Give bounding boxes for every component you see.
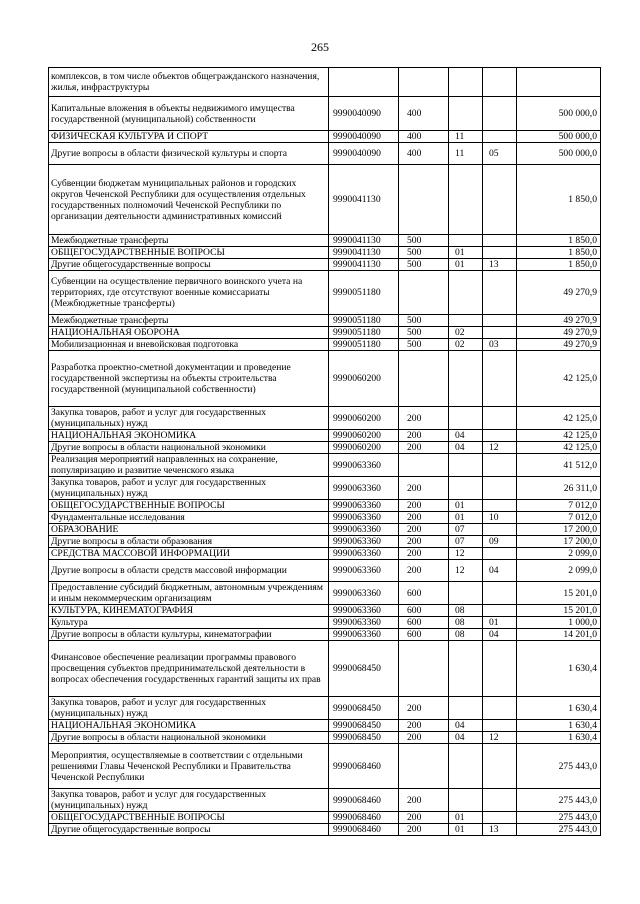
section-cell: 07 [449, 536, 483, 548]
section-cell: 01 [449, 512, 483, 524]
expense-type-cell: 500 [399, 259, 449, 271]
expense-type-cell: 200 [399, 407, 449, 430]
expense-type-cell [399, 271, 449, 315]
table-row [49, 327, 601, 339]
target-article-cell: 9990063360 [329, 560, 399, 582]
expense-type-cell: 600 [399, 582, 449, 605]
table-row [49, 430, 601, 442]
expense-type-cell: 500 [399, 247, 449, 259]
section-cell [449, 235, 483, 247]
row-name-cell: Предоставление субсидий бюджетным, автономным учреждениям и иным некоммерческим организациям [49, 582, 329, 605]
subsection-cell [483, 271, 517, 315]
section-cell: 12 [449, 548, 483, 560]
amount-cell: 500 000,0 [517, 131, 601, 143]
row-name-cell: Другие вопросы в области образования [49, 536, 329, 548]
subsection-cell [483, 351, 517, 407]
subsection-cell: 04 [483, 560, 517, 582]
amount-cell: 17 200,0 [517, 524, 601, 536]
amount-cell: 1 000,0 [517, 617, 601, 629]
target-article-cell: 9990063360 [329, 605, 399, 617]
subsection-cell [483, 641, 517, 697]
subsection-cell: 04 [483, 629, 517, 641]
expense-type-cell: 500 [399, 327, 449, 339]
budget-table [48, 67, 601, 836]
amount-cell: 1 850,0 [517, 235, 601, 247]
table-row [49, 235, 601, 247]
expense-type-cell [399, 641, 449, 697]
section-cell: 12 [449, 560, 483, 582]
amount-cell: 7 012,0 [517, 500, 601, 512]
target-article-cell: 9990068450 [329, 720, 399, 732]
subsection-cell: 01 [483, 617, 517, 629]
expense-type-cell [399, 454, 449, 477]
subsection-cell [483, 454, 517, 477]
section-cell: 08 [449, 629, 483, 641]
amount-cell: 26 311,0 [517, 477, 601, 500]
target-article-cell: 9990041130 [329, 235, 399, 247]
subsection-cell [483, 605, 517, 617]
target-article-cell: 9990063360 [329, 617, 399, 629]
target-article-cell: 9990068450 [329, 732, 399, 744]
row-name-cell: СРЕДСТВА МАССОВОЙ ИНФОРМАЦИИ [49, 548, 329, 560]
amount-cell: 42 125,0 [517, 351, 601, 407]
expense-type-cell: 600 [399, 617, 449, 629]
section-cell: 02 [449, 339, 483, 351]
amount-cell: 1 850,0 [517, 259, 601, 271]
expense-type-cell: 200 [399, 560, 449, 582]
target-article-cell: 9990051180 [329, 315, 399, 327]
row-name-cell: Закупка товаров, работ и услуг для государственных (муниципальных) нужд [49, 477, 329, 500]
subsection-cell [483, 407, 517, 430]
target-article-cell: 9990051180 [329, 339, 399, 351]
target-article-cell: 9990063360 [329, 548, 399, 560]
expense-type-cell: 200 [399, 824, 449, 836]
table-row [49, 68, 601, 97]
subsection-cell: 12 [483, 732, 517, 744]
amount-cell: 49 270,9 [517, 327, 601, 339]
expense-type-cell [399, 744, 449, 789]
table-row [49, 407, 601, 430]
amount-cell: 275 443,0 [517, 789, 601, 812]
row-name-cell: Разработка проектно-сметной документации и проведение государственной экспертизы на объекты строительства государственной (муниципальной собственности) [49, 351, 329, 407]
row-name-cell: Межбюджетные трансферты [49, 315, 329, 327]
table-row [49, 744, 601, 789]
section-cell [449, 582, 483, 605]
section-cell: 04 [449, 442, 483, 454]
row-name-cell: Закупка товаров, работ и услуг для государственных (муниципальных) нужд [49, 697, 329, 720]
expense-type-cell: 200 [399, 524, 449, 536]
expense-type-cell: 200 [399, 500, 449, 512]
subsection-cell [483, 131, 517, 143]
table-row [49, 824, 601, 836]
amount-cell: 42 125,0 [517, 442, 601, 454]
table-row [49, 720, 601, 732]
subsection-cell [483, 697, 517, 720]
amount-cell: 7 012,0 [517, 512, 601, 524]
row-name-cell: НАЦИОНАЛЬНАЯ ОБОРОНА [49, 327, 329, 339]
expense-type-cell: 600 [399, 605, 449, 617]
subsection-cell [483, 812, 517, 824]
amount-cell: 2 099,0 [517, 560, 601, 582]
subsection-cell: 05 [483, 143, 517, 165]
expense-type-cell: 200 [399, 536, 449, 548]
row-name-cell: Другие вопросы в области средств массовой информации [49, 560, 329, 582]
target-article-cell: 9990063360 [329, 477, 399, 500]
amount-cell: 500 000,0 [517, 97, 601, 131]
expense-type-cell [399, 351, 449, 407]
table-row [49, 339, 601, 351]
subsection-cell: 13 [483, 824, 517, 836]
section-cell [449, 97, 483, 131]
subsection-cell [483, 524, 517, 536]
amount-cell: 49 270,9 [517, 315, 601, 327]
section-cell [449, 407, 483, 430]
section-cell: 01 [449, 812, 483, 824]
table-row [49, 315, 601, 327]
amount-cell: 500 000,0 [517, 143, 601, 165]
expense-type-cell: 200 [399, 442, 449, 454]
amount-cell: 15 201,0 [517, 605, 601, 617]
target-article-cell: 9990068460 [329, 824, 399, 836]
row-name-cell: ОБРАЗОВАНИЕ [49, 524, 329, 536]
expense-type-cell [399, 165, 449, 235]
row-name-cell: ОБЩЕГОСУДАРСТВЕННЫЕ ВОПРОСЫ [49, 247, 329, 259]
amount-cell: 275 443,0 [517, 812, 601, 824]
table-row [49, 605, 601, 617]
amount-cell: 15 201,0 [517, 582, 601, 605]
amount-cell: 1 630,4 [517, 732, 601, 744]
amount-cell: 275 443,0 [517, 824, 601, 836]
row-name-cell: Другие вопросы в области национальной экономики [49, 732, 329, 744]
target-article-cell: 9990041130 [329, 165, 399, 235]
section-cell [449, 744, 483, 789]
table-row [49, 97, 601, 131]
expense-type-cell: 200 [399, 720, 449, 732]
section-cell [449, 454, 483, 477]
row-name-cell: ОБЩЕГОСУДАРСТВЕННЫЕ ВОПРОСЫ [49, 500, 329, 512]
expense-type-cell: 200 [399, 477, 449, 500]
target-article-cell: 9990063360 [329, 629, 399, 641]
row-name-cell: Другие вопросы в области физической культуры и спорта [49, 143, 329, 165]
section-cell: 01 [449, 247, 483, 259]
amount-cell: 14 201,0 [517, 629, 601, 641]
amount-cell: 42 125,0 [517, 407, 601, 430]
expense-type-cell: 400 [399, 143, 449, 165]
expense-type-cell: 200 [399, 512, 449, 524]
section-cell [449, 641, 483, 697]
table-row [49, 512, 601, 524]
subsection-cell [483, 68, 517, 97]
subsection-cell [483, 720, 517, 732]
row-name-cell: Мероприятия, осуществляемые в соответствии с отдельными решениями Главы Чеченской Республики и Правительства Чеченской Республики [49, 744, 329, 789]
target-article-cell: 9990060200 [329, 430, 399, 442]
table-row [49, 789, 601, 812]
table-row [49, 524, 601, 536]
amount-cell: 1 630,4 [517, 641, 601, 697]
expense-type-cell: 500 [399, 235, 449, 247]
row-name-cell: комплексов, в том числе объектов общегражданского назначения, жилья, инфраструктуры [49, 68, 329, 97]
target-article-cell: 9990040090 [329, 97, 399, 131]
section-cell: 08 [449, 617, 483, 629]
amount-cell: 1 630,4 [517, 720, 601, 732]
subsection-cell [483, 97, 517, 131]
subsection-cell: 10 [483, 512, 517, 524]
target-article-cell: 9990051180 [329, 327, 399, 339]
table-row [49, 454, 601, 477]
row-name-cell: Субвенции на осуществление первичного воинского учета на территориях, где отсутствуют военные комиссариаты (Межбюджетные трансферты) [49, 271, 329, 315]
section-cell: 02 [449, 327, 483, 339]
table-row [49, 477, 601, 500]
row-name-cell: Межбюджетные трансферты [49, 235, 329, 247]
subsection-cell [483, 500, 517, 512]
amount-cell: 17 200,0 [517, 536, 601, 548]
amount-cell: 1 850,0 [517, 247, 601, 259]
amount-cell: 49 270,9 [517, 271, 601, 315]
section-cell: 11 [449, 143, 483, 165]
table-row [49, 560, 601, 582]
row-name-cell: Мобилизационная и вневойсковая подготовка [49, 339, 329, 351]
target-article-cell: 9990063360 [329, 512, 399, 524]
subsection-cell: 12 [483, 442, 517, 454]
section-cell [449, 271, 483, 315]
table-row [49, 641, 601, 697]
target-article-cell [329, 68, 399, 97]
target-article-cell: 9990060200 [329, 351, 399, 407]
table-row [49, 500, 601, 512]
table-row [49, 259, 601, 271]
row-name-cell: ФИЗИЧЕСКАЯ КУЛЬТУРА И СПОРТ [49, 131, 329, 143]
page-number: 265 [311, 40, 329, 54]
section-cell [449, 477, 483, 500]
target-article-cell: 9990040090 [329, 131, 399, 143]
subsection-cell [483, 327, 517, 339]
row-name-cell: НАЦИОНАЛЬНАЯ ЭКОНОМИКА [49, 430, 329, 442]
subsection-cell [483, 477, 517, 500]
row-name-cell: Фундаментальные исследования [49, 512, 329, 524]
target-article-cell: 9990051180 [329, 271, 399, 315]
amount-cell: 49 270,9 [517, 339, 601, 351]
table-row [49, 617, 601, 629]
table-row [49, 536, 601, 548]
expense-type-cell: 200 [399, 812, 449, 824]
row-name-cell: Закупка товаров, работ и услуг для государственных (муниципальных) нужд [49, 789, 329, 812]
section-cell: 07 [449, 524, 483, 536]
section-cell: 04 [449, 732, 483, 744]
row-name-cell: Реализация мероприятий направленных на сохранение, популяризацию и развитие чеченского языка [49, 454, 329, 477]
section-cell: 04 [449, 430, 483, 442]
section-cell: 11 [449, 131, 483, 143]
table-row [49, 582, 601, 605]
amount-cell: 1 630,4 [517, 697, 601, 720]
row-name-cell: Другие вопросы в области культуры, кинематографии [49, 629, 329, 641]
table-row [49, 732, 601, 744]
expense-type-cell: 200 [399, 697, 449, 720]
section-cell [449, 697, 483, 720]
subsection-cell [483, 247, 517, 259]
table-row [49, 548, 601, 560]
expense-type-cell [399, 68, 449, 97]
section-cell [449, 68, 483, 97]
table-row [49, 629, 601, 641]
expense-type-cell: 200 [399, 548, 449, 560]
target-article-cell: 9990068460 [329, 812, 399, 824]
target-article-cell: 9990060200 [329, 407, 399, 430]
table-row [49, 271, 601, 315]
expense-type-cell: 500 [399, 339, 449, 351]
subsection-cell: 03 [483, 339, 517, 351]
amount-cell: 41 512,0 [517, 454, 601, 477]
amount-cell: 275 443,0 [517, 744, 601, 789]
row-name-cell: Другие общегосударственные вопросы [49, 259, 329, 271]
row-name-cell: Финансовое обеспечение реализации программы правового просвещения субъектов предпринимательской деятельности в вопросах обеспечения государственных гарантий защиты их прав [49, 641, 329, 697]
table-row [49, 131, 601, 143]
table-row [49, 697, 601, 720]
row-name-cell: Культура [49, 617, 329, 629]
target-article-cell: 9990041130 [329, 259, 399, 271]
row-name-cell: Капитальные вложения в объекты недвижимого имущества государственной (муниципальной) собственности [49, 97, 329, 131]
target-article-cell: 9990063360 [329, 454, 399, 477]
target-article-cell: 9990068450 [329, 641, 399, 697]
budget-table-body [49, 68, 601, 836]
section-cell: 01 [449, 824, 483, 836]
subsection-cell [483, 744, 517, 789]
row-name-cell: НАЦИОНАЛЬНАЯ ЭКОНОМИКА [49, 720, 329, 732]
row-name-cell: Субвенции бюджетам муниципальных районов и городских округов Чеченской Республики для осуществления отдельных государственных полномочий Чеченской Республики по организации деятельности административных комиссий [49, 165, 329, 235]
table-row [49, 812, 601, 824]
row-name-cell: ОБЩЕГОСУДАРСТВЕННЫЕ ВОПРОСЫ [49, 812, 329, 824]
table-row [49, 442, 601, 454]
target-article-cell: 9990068460 [329, 789, 399, 812]
section-cell: 01 [449, 259, 483, 271]
table-row [49, 143, 601, 165]
section-cell: 01 [449, 500, 483, 512]
amount-cell: 1 850,0 [517, 165, 601, 235]
amount-cell: 2 099,0 [517, 548, 601, 560]
subsection-cell: 09 [483, 536, 517, 548]
row-name-cell: Закупка товаров, работ и услуг для государственных (муниципальных) нужд [49, 407, 329, 430]
expense-type-cell: 200 [399, 430, 449, 442]
subsection-cell: 13 [483, 259, 517, 271]
expense-type-cell: 600 [399, 629, 449, 641]
expense-type-cell: 200 [399, 789, 449, 812]
section-cell: 08 [449, 605, 483, 617]
section-cell [449, 315, 483, 327]
target-article-cell: 9990060200 [329, 442, 399, 454]
section-cell [449, 165, 483, 235]
subsection-cell [483, 235, 517, 247]
section-cell [449, 351, 483, 407]
row-name-cell: Другие вопросы в области национальной экономики [49, 442, 329, 454]
target-article-cell: 9990068460 [329, 744, 399, 789]
target-article-cell: 9990063360 [329, 536, 399, 548]
target-article-cell: 9990040090 [329, 143, 399, 165]
target-article-cell: 9990063360 [329, 582, 399, 605]
target-article-cell: 9990063360 [329, 500, 399, 512]
subsection-cell [483, 165, 517, 235]
subsection-cell [483, 582, 517, 605]
target-article-cell: 9990041130 [329, 247, 399, 259]
amount-cell: 42 125,0 [517, 430, 601, 442]
subsection-cell [483, 315, 517, 327]
section-cell: 04 [449, 720, 483, 732]
subsection-cell [483, 548, 517, 560]
expense-type-cell: 500 [399, 315, 449, 327]
target-article-cell: 9990068450 [329, 697, 399, 720]
expense-type-cell: 200 [399, 732, 449, 744]
target-article-cell: 9990063360 [329, 524, 399, 536]
expense-type-cell: 400 [399, 97, 449, 131]
table-row [49, 165, 601, 235]
section-cell [449, 789, 483, 812]
expense-type-cell: 400 [399, 131, 449, 143]
subsection-cell [483, 430, 517, 442]
amount-cell [517, 68, 601, 97]
row-name-cell: Другие общегосударственные вопросы [49, 824, 329, 836]
table-row [49, 351, 601, 407]
subsection-cell [483, 789, 517, 812]
table-row [49, 247, 601, 259]
row-name-cell: КУЛЬТУРА, КИНЕМАТОГРАФИЯ [49, 605, 329, 617]
